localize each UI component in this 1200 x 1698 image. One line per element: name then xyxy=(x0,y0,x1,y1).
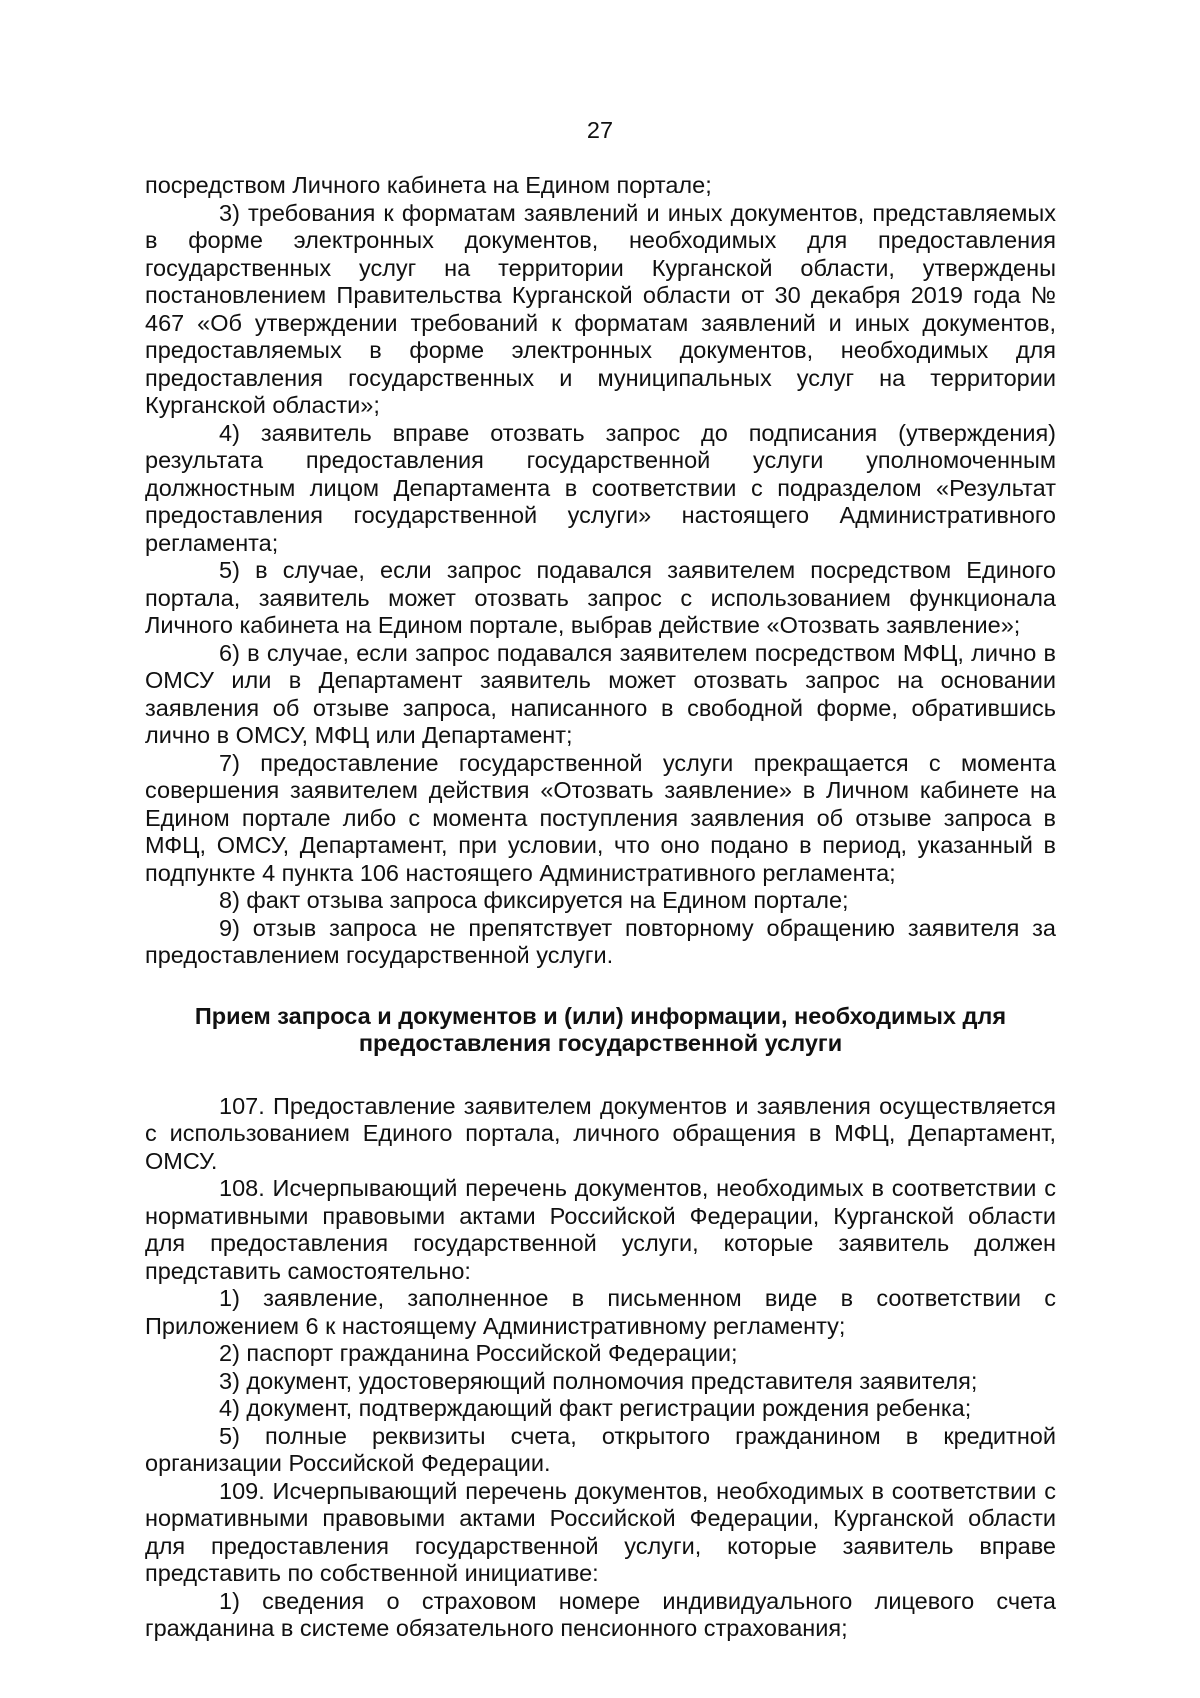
paragraph: 9) отзыв запроса не препятствует повторному обращению заявителя за предоставлением государственной услуги. xyxy=(145,914,1056,968)
paragraph: 5) полные реквизиты счета, открытого гражданином в кредитной организации Российской Федерации. xyxy=(145,1422,1056,1476)
paragraphs-before-heading xyxy=(145,172,1056,970)
paragraph: 1) заявление, заполненное в письменном виде в соответствии с Приложением 6 к настоящему Административному регламенту; xyxy=(145,1285,1056,1339)
paragraph: 3) документ, удостоверяющий полномочия представителя заявителя; xyxy=(219,1367,978,1394)
paragraph: 6) в случае, если запрос подавался заявителем посредством МФЦ, лично в ОМСУ или в Департамент заявитель может отозвать запрос на основании заявления об отзыве запроса, написанного в свободной форме, обратившись лично в ОМСУ, МФЦ или Департамент; xyxy=(145,639,1056,748)
paragraph: 5) в случае, если запрос подавался заявителем посредством Единого портала, заявитель может отозвать запрос с использованием функционала Личного кабинета на Едином портале, выбрав действие «Отозвать заявление»; xyxy=(145,557,1056,638)
paragraph: 1) сведения о страховом номере индивидуального лицевого счета гражданина в системе обязательного пенсионного страхования; xyxy=(145,1587,1056,1641)
paragraph: 2) паспорт гражданина Российской Федерации; xyxy=(219,1340,738,1366)
page-number: 27 xyxy=(586,117,614,143)
paragraph: 3) требования к форматам заявлений и иных документов, представляемых в форме электронных документов, необходимых для предоставления государственных услуг на территории Курганской области, утверждены постановлением Правительства Курганской области от 30 декабря 2019 года № 467 «Об утверждении требований к форматам заявлений и иных документов, предоставляемых в форме электронных документов, необходимых для предоставления государственных и муниципальных услуг на территории Курганской области»; xyxy=(145,199,1056,418)
paragraph: 108. Исчерпывающий перечень документов, необходимых в соответствии с нормативными правовыми актами Российской Федерации, Курганской области для предоставления государственной услуги, которые заявитель должен представить самостоятельно: xyxy=(145,1175,1056,1284)
paragraph: посредством Личного кабинета на Едином портале; xyxy=(145,172,712,198)
section-heading-line-2: предоставления государственной услуги xyxy=(358,1030,843,1056)
section-heading-line-1: Прием запроса и документов и (или) информации, необходимых для xyxy=(194,1002,1007,1029)
section-heading xyxy=(145,1003,1056,1058)
document-body xyxy=(145,172,1056,1643)
paragraph: 4) документ, подтверждающий факт регистрации рождения ребенка; xyxy=(219,1395,972,1421)
paragraph: 4) заявитель вправе отозвать запрос до подписания (утверждения) результата предоставления государственной услуги уполномоченным должностным лицом Департамента в соответствии с подразделом «Результат предоставления государственной услуги» настоящего Административного регламента; xyxy=(145,419,1056,556)
paragraph: 7) предоставление государственной услуги прекращается с момента совершения заявителем действия «Отозвать заявление» в Личном кабинете на Едином портале либо с момента поступления заявления об отзыве запроса в МФЦ, ОМСУ, Департамент, при условии, что оно подано в период, указанный в подпункте 4 пункта 106 настоящего Административного регламента; xyxy=(145,749,1056,886)
paragraph: 8) факт отзыва запроса фиксируется на Едином портале; xyxy=(219,887,849,913)
paragraph: 109. Исчерпывающий перечень документов, необходимых в соответствии с нормативными правовыми актами Российской Федерации, Курганской области для предоставления государственной услуги, которые заявитель вправе представить по собственной инициативе: xyxy=(145,1477,1056,1586)
paragraph: 107. Предоставление заявителем документов и заявления осуществляется с использованием Единого портала, личного обращения в МФЦ, Департамент, ОМСУ. xyxy=(145,1092,1056,1174)
paragraphs-after-heading xyxy=(145,1093,1056,1643)
